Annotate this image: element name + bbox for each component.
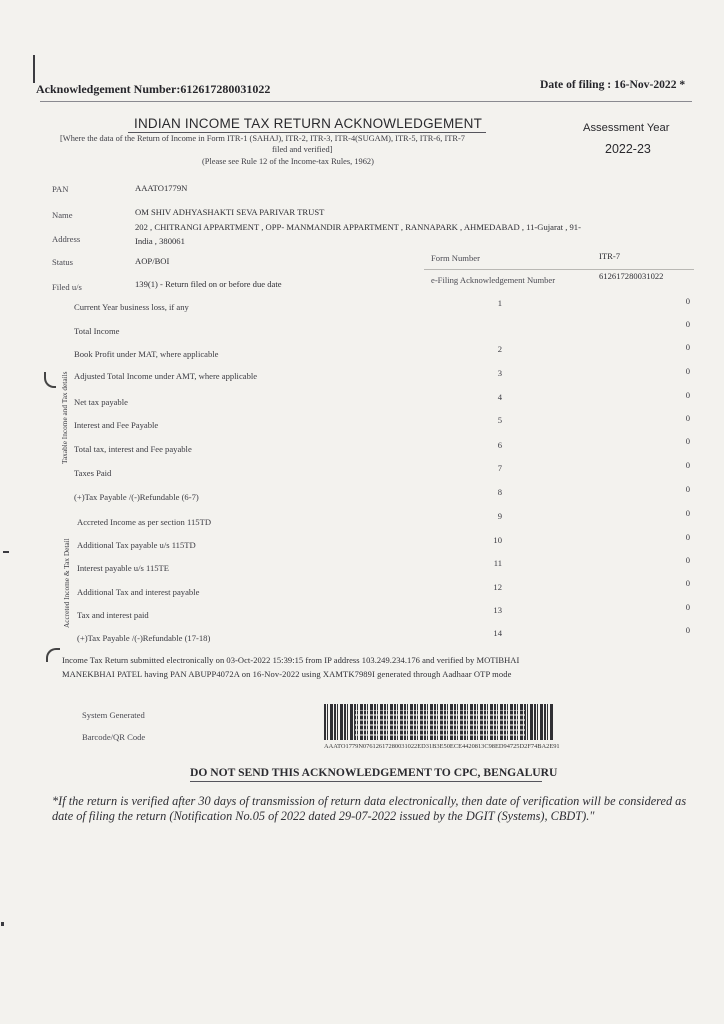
efiling-value: 612617280031022 (599, 271, 664, 281)
title-underline (128, 132, 486, 133)
title-subtext-1: [Where the data of the Return of Income in Form ITR-1 (SAHAJ), ITR-2, ITR-3, ITR-4(SUGAM), ITR-5, ITR-6, ITR-7 (60, 134, 465, 143)
row-amount: 0 (685, 625, 690, 635)
form-number-label: Form Number (431, 253, 480, 263)
row-number: 14 (493, 628, 502, 638)
row-label: (+)Tax Payable /(-)Refundable (6-7) (74, 492, 199, 502)
barcode-label-1: System Generated (82, 710, 145, 720)
row-number: 11 (493, 558, 502, 568)
row-number: 7 (497, 463, 502, 473)
scan-mark (3, 551, 9, 553)
barcode-text: AAATO1779N07612617280031022ED31B3E50ECE4420813C98ED94725D2F74BA2E91 (324, 743, 560, 750)
address-line-2: India , 380061 (135, 236, 185, 246)
address-line-1: 202 , CHITRANGI APPARTMENT , OPP- MANMANDIR APPARTMENT , RANNAPARK , AHMEDABAD , 11-Gujarat , 91- (135, 222, 581, 232)
row-label: Additional Tax and interest payable (77, 587, 200, 597)
address-label: Address (52, 234, 81, 244)
verification-line-2: MANEKBHAI PATEL having PAN ABUPP4072A on 16-Nov-2022 using XAMTK7989I generated through Aadhaar OTP mode (62, 669, 512, 679)
section-taxable-income-title: Taxable Income and Tax details (60, 371, 69, 464)
title-subtext-2: filed and verified] (272, 145, 333, 154)
row-label: Total tax, interest and Fee payable (74, 444, 192, 454)
pan-label: PAN (52, 184, 69, 194)
row-number: 13 (493, 605, 502, 615)
row-amount: 0 (685, 436, 690, 446)
assessment-year-label: Assessment Year (583, 122, 670, 134)
row-amount: 0 (685, 602, 690, 612)
row-number: 2 (497, 344, 502, 354)
section-bracket (46, 648, 60, 662)
row-amount: 0 (685, 342, 690, 352)
row-amount: 0 (685, 578, 690, 588)
row-amount: 0 (685, 460, 690, 470)
row-number: 6 (497, 440, 502, 450)
footer-note: *If the return is verified after 30 days of transmission of return data electronically, then date of verification will be considered as date of filing the return (Notification No.05 of 2022 dated 29-07-2022 issued by the DGIT (Systems), CBDT)." (52, 794, 687, 823)
row-amount: 0 (685, 366, 690, 376)
scan-mark (1, 922, 4, 926)
row-label: Accreted Income as per section 115TD (77, 517, 212, 527)
row-label: (+)Tax Payable /(-)Refundable (17-18) (77, 633, 211, 643)
row-number: 10 (493, 535, 502, 545)
row-amount: 0 (685, 319, 690, 329)
barcode-label-2: Barcode/QR Code (82, 732, 146, 742)
row-amount: 0 (685, 390, 690, 400)
row-label: Adjusted Total Income under AMT, where applicable (74, 371, 258, 381)
pan-value: AAATO1779N (135, 183, 188, 193)
cpc-notice-underline (190, 781, 542, 782)
name-label: Name (52, 210, 73, 220)
section-bracket (44, 372, 56, 388)
acknowledgement-number: Acknowledgement Number:612617280031022 (36, 82, 271, 96)
cpc-notice: DO NOT SEND THIS ACKNOWLEDGEMENT TO CPC, BENGALURU (190, 766, 558, 779)
row-label: Tax and interest paid (77, 610, 149, 620)
form-number-value: ITR-7 (599, 251, 621, 261)
name-value: OM SHIV ADHYASHAKTI SEVA PARIVAR TRUST (135, 207, 325, 217)
details-divider (424, 269, 694, 270)
assessment-year-value: 2022-23 (605, 142, 651, 156)
row-label: Current Year business loss, if any (74, 302, 189, 312)
row-number: 5 (497, 415, 502, 425)
row-amount: 0 (685, 296, 690, 306)
row-amount: 0 (685, 555, 690, 565)
row-label: Taxes Paid (74, 468, 112, 478)
row-label: Interest payable u/s 115TE (77, 563, 170, 573)
row-amount: 0 (685, 508, 690, 518)
row-number: 4 (497, 392, 502, 402)
row-label: Additional Tax payable u/s 115TD (77, 540, 196, 550)
row-number: 3 (497, 368, 502, 378)
row-number: 9 (497, 511, 502, 521)
title-subtext-3: (Please see Rule 12 of the Income-tax Rules, 1962) (202, 157, 374, 166)
row-label: Total Income (74, 326, 120, 336)
status-label: Status (52, 257, 74, 267)
filed-value: 139(1) - Return filed on or before due date (135, 279, 282, 289)
filed-label: Filed u/s (52, 282, 82, 292)
row-label: Book Profit under MAT, where applicable (74, 349, 219, 359)
row-amount: 0 (685, 532, 690, 542)
efiling-label: e-Filing Acknowledgement Number (431, 275, 556, 285)
date-of-filing: Date of filing : 16-Nov-2022 * (540, 78, 686, 91)
page-title: INDIAN INCOME TAX RETURN ACKNOWLEDGEMENT (134, 116, 483, 131)
verification-line-1: Income Tax Return submitted electronically on 03-Oct-2022 15:39:15 from IP address 103.249.234.176 and verified by MOTIBHAI (62, 655, 520, 665)
row-number: 12 (493, 582, 502, 592)
row-amount: 0 (685, 484, 690, 494)
row-number: 1 (497, 298, 502, 308)
row-amount: 0 (685, 413, 690, 423)
row-label: Net tax payable (74, 397, 128, 407)
status-value: AOP/BOI (135, 256, 170, 266)
barcode-pattern (355, 710, 525, 736)
scan-mark (33, 55, 35, 83)
row-label: Interest and Fee Payable (74, 420, 159, 430)
header-underline (40, 101, 692, 102)
section-accreted-income-title: Accreted Income & Tax Detail (62, 538, 71, 628)
row-number: 8 (497, 487, 502, 497)
